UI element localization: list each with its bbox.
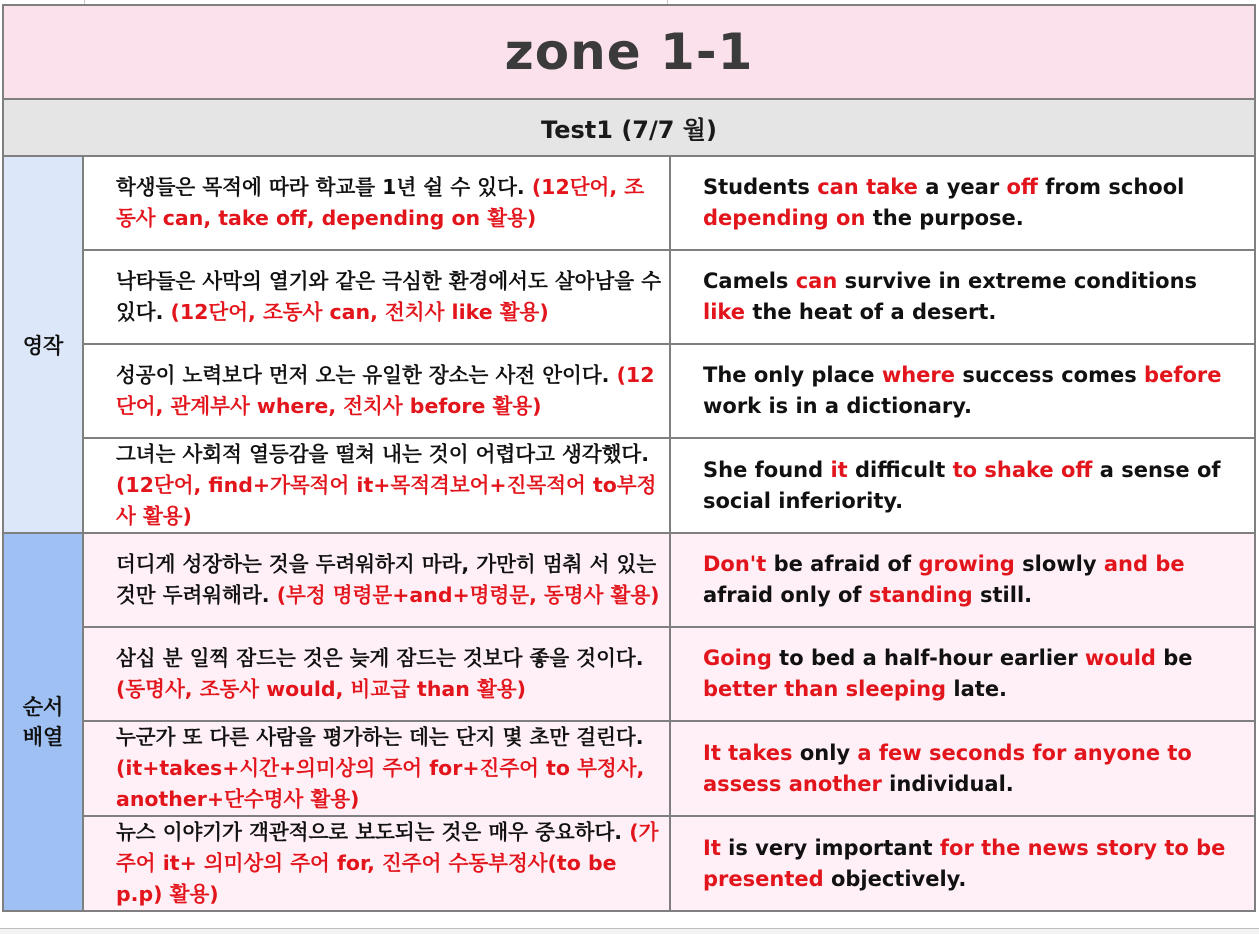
highlight-text: for the news story to be presented [703,835,1226,891]
english-answer-cell [670,533,1255,627]
highlight-text: standing [868,583,973,607]
category-label-line1: 순서 [22,695,64,719]
english-answer-cell [670,721,1255,816]
korean-sentence-cell [83,721,670,816]
answer-text: be afraid of [766,552,919,576]
answer-text: a year [917,175,1007,199]
answer-text: survive in extreme conditions [837,269,1198,293]
answer-text: late. [946,677,1008,701]
highlight-text: would [1084,646,1156,670]
highlight-text: like [703,300,746,324]
hint-text: (동명사, 조동사 would, 비교급 than 활용) [116,677,526,701]
answer-text: Students [703,175,818,199]
category-cell-composition [3,156,83,533]
sheet-bottom-strip [0,928,1259,934]
korean-sentence: 낙타들은 사막의 열기와 같은 극심한 환경에서도 살아남을 수 있다. [116,269,662,324]
highlight-text: Don't [703,552,767,576]
korean-sentence: 더디게 성장하는 것을 두려워하지 마라, 가만히 멈춰 서 있는 것만 두려워해라. [116,552,657,607]
english-answer-cell [670,627,1255,721]
answer-text: work is in a dictionary. [703,394,972,418]
answer-text: is very important [720,835,940,860]
answer-text: a sense of social inferiority. [703,457,1221,513]
answer-text: individual. [881,771,1014,796]
english-answer-cell [670,816,1255,911]
hint-text: (부정 명령문+and+명령문, 동명사 활용) [276,583,660,607]
hint-text: (it+takes+시간+의미상의 주어 for+진주어 to 부정사, another+단수명사 활용) [116,756,645,811]
answer-text: only [792,740,858,765]
answer-text: The only place [703,363,882,387]
hint-text: (12단어, 관계부사 where, 전치사 before 활용) [116,363,655,418]
answer-text: to bed a half-hour earlier [771,646,1085,670]
subtitle-cell [3,99,1255,156]
highlight-text: It [703,835,721,860]
highlight-text: better than sleeping [703,677,947,701]
category-label: 영작 [22,333,64,358]
highlight-text: depending on [703,206,866,230]
korean-sentence-cell [83,533,670,627]
highlight-text: off [1006,175,1038,199]
english-answer-cell [670,250,1255,344]
korean-sentence: 삼십 분 일찍 잠드는 것은 늦게 잠드는 것보다 좋을 것이다. [116,646,644,670]
korean-sentence: 누군가 또 다른 사람을 평가하는 데는 단지 몇 초만 걸린다. [116,725,644,749]
category-label-line2: 배열 [22,725,64,749]
highlight-text: growing [918,552,1015,576]
answer-text: afraid only of [703,583,869,607]
korean-sentence: 학생들은 목적에 따라 학교를 1년 쉴 수 있다. [116,175,532,199]
hint-text: (12단어, find+가목적어 it+목적격보어+진목적어 to부정사 활용) [116,473,657,528]
korean-sentence-cell [83,344,670,438]
korean-sentence: 그녀는 사회적 열등감을 떨쳐 내는 것이 어렵다고 생각했다. [116,442,650,466]
answer-text: from school [1037,175,1185,199]
highlight-text: where [881,363,956,387]
table-row [3,627,1255,721]
highlight-text: It takes [703,740,793,765]
korean-sentence-cell [83,627,670,721]
highlight-text: a few seconds for anyone to assess another [703,740,1192,796]
answer-text: be [1155,646,1193,670]
korean-sentence: 뉴스 이야기가 객관적으로 보도되는 것은 매우 중요하다. [116,820,630,844]
category-cell-ordering [3,533,83,911]
table-row [3,721,1255,816]
worksheet-table [2,4,1256,912]
answer-text: Camels [703,269,796,293]
korean-sentence: 성공이 노력보다 먼저 오는 유일한 장소는 사전 안이다. [116,363,617,387]
table-row [3,156,1255,250]
test-subtitle: Test1 (7/7 월) [541,116,717,144]
table-row [3,533,1255,627]
answer-text: the heat of a desert. [745,300,997,324]
table-row [3,250,1255,344]
table-row [3,438,1255,533]
english-answer-cell [670,438,1255,533]
answer-text: still. [972,583,1033,607]
highlight-text: before [1144,363,1222,387]
english-answer-cell [670,344,1255,438]
highlight-text: and be [1103,552,1185,576]
title-cell [3,5,1255,99]
answer-text: success comes [955,363,1145,387]
answer-text: the purpose. [865,206,1024,230]
highlight-text: can take [817,175,918,199]
table-row [3,344,1255,438]
page-title: zone 1-1 [504,23,754,81]
table-row [3,816,1255,911]
answer-text: slowly [1014,552,1104,576]
korean-sentence-cell [83,250,670,344]
korean-sentence-cell [83,156,670,250]
answer-text: objectively. [823,866,967,891]
hint-text: (12단어, 조동사 can, take off, depending on 활용) [116,175,645,230]
hint-text: (가주어 it+ 의미상의 주어 for, 진주어 수동부정사(to be p.p) 활용) [116,820,659,906]
korean-sentence-cell [83,438,670,533]
highlight-text: can [795,269,838,293]
highlight-text: it [830,457,848,482]
highlight-text: Going [703,646,772,670]
highlight-text: to shake off [952,457,1093,482]
english-answer-cell [670,156,1255,250]
korean-sentence-cell [83,816,670,911]
hint-text: (12단어, 조동사 can, 전치사 like 활용) [170,300,549,324]
answer-text: She found [703,457,831,482]
answer-text: difficult [847,457,953,482]
